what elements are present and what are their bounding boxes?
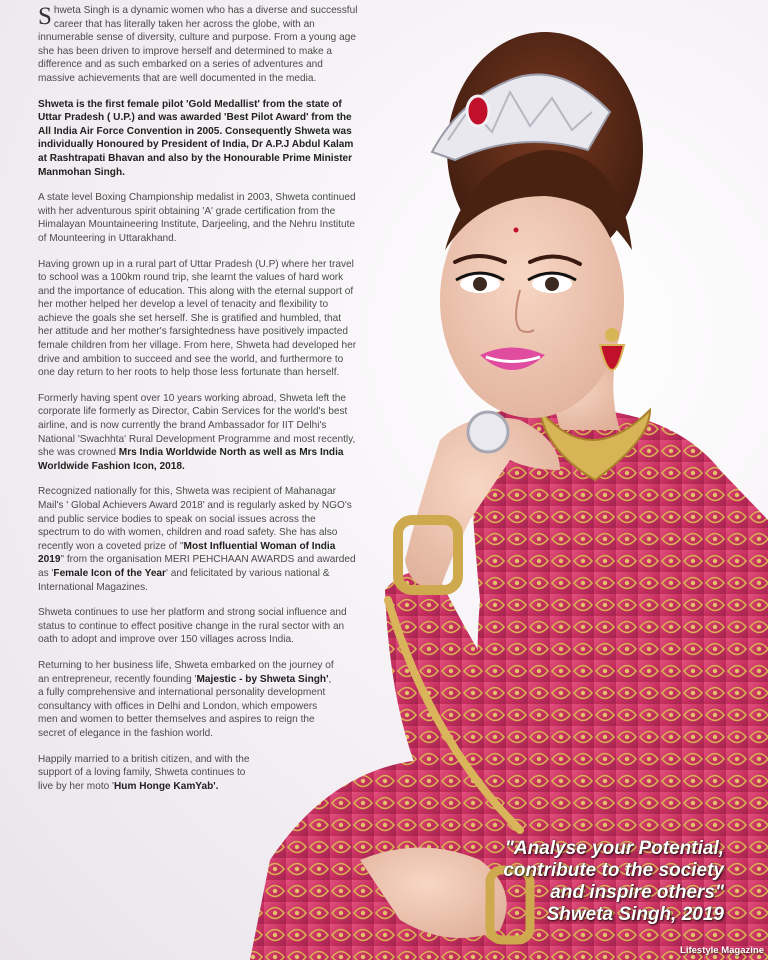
quote-line-1: "Analyse your Potential, (504, 838, 724, 859)
quote-line-3: and inspire others" (550, 882, 724, 903)
quote-attribution: Shweta Singh, 2019 (546, 904, 724, 925)
paragraph-influence: Shweta continues to use her platform and strong social influence and status to continue to effect positive change in the rural sector with an oath to adopt and improve over 150 villages across India. (38, 607, 347, 646)
paragraph-closing: Happily married to a british citizen, and with the support of a loving family, Shweta continues to live by her moto 'Hum Honge KamYab'. (38, 753, 250, 792)
magazine-name: Lifestyle Magazine (680, 945, 764, 956)
paragraph-career: Formerly having spent over 10 years working abroad, Shweta left the corporate life formerly as Director, Cabin Services for the world's best airline, and is now currently the brand Ambassador for IIT Delhi's National 'Swachhta' Rural Development Programme and most recently, she was crowned Mrs India Worldwide North as well as Mrs India Worldwide Fashion Icon, 2018. (38, 392, 356, 472)
pull-quote (474, 838, 724, 926)
paragraph-business: Returning to her business life, Shweta embarked on the journey of an entrepreneur, recently founding 'Majestic - by Shweta Singh', a fully comprehensive and international personality development consultancy with offices in Delhi and London, which empowers men and women to better themselves and aspires to reign the secret of elegance in the fashion world. (38, 659, 334, 739)
article-body (38, 4, 358, 805)
tiara-ruby (467, 96, 489, 126)
paragraph-boxing: A state level Boxing Championship medalist in 2003, Shweta continued with her adventurous spirit obtaining 'A' grade certification from the Himalayan Mountaineering Institute, Darjeeling, and the Nehru Institute of Mounteering in Uttarakhand. (38, 192, 356, 244)
paragraph-intro: Shweta Singh is a dynamic women who has a diverse and successful career that has literally taken her across the globe, with an innumerable sense of diversity, culture and purpose. From a young age she has been driven to improve herself and determined to make a difference and as such embarked on a series of adventures and massive achievements that are well documented in the media. (38, 3, 358, 84)
ring (468, 412, 508, 452)
drop-cap: S (38, 3, 52, 30)
paragraph-pilot: Shweta is the first female pilot 'Gold Medallist' from the state of Uttar Pradesh ( U.P.) and was awarded 'Best Pilot Award' from the All India Air Force Convention in 2005. Consequently Shweta was individually Honoured by President of India, Dr A.P.J Abdul Kalam at Rashtrapati Bhavan and also by the Honourable Prime Minister Manmohan Singh. (38, 98, 354, 178)
paragraph-recognition: Recognized nationally for this, Shweta was recipient of Mahanagar Mail's ' Global Achievers Award 2018' and is regularly asked by NGO's and public service bodies to speak on social issues across the spectrum to do with women, children and road safety. She has also recently won a coveted prize of "Most Influential Woman of India 2019" from the organisation MERI PEHCHAAN AWARDS and awarded as 'Female Icon of the Year' and felicitated by various national & International Magazines. (38, 486, 356, 593)
paragraph-upbringing: Having grown up in a rural part of Uttar Pradesh (U.P) where her travel to school was a 100km round trip, she learnt the values of hard work and the importance of education. This along with the eternal support of her mother helped her develop a level of tenacity and flexibility to achieve the goals she set herself. She is gratified and humbled, that her attitude and her mother's farsightedness have positively impacted female children from her village. From here, Shweta had developed her drive and ambition to succeed and see the world, and furthermore to one day return to her roots to help those less fortunate than herself. (38, 258, 357, 379)
quote-line-2: contribute to the society (503, 860, 724, 881)
